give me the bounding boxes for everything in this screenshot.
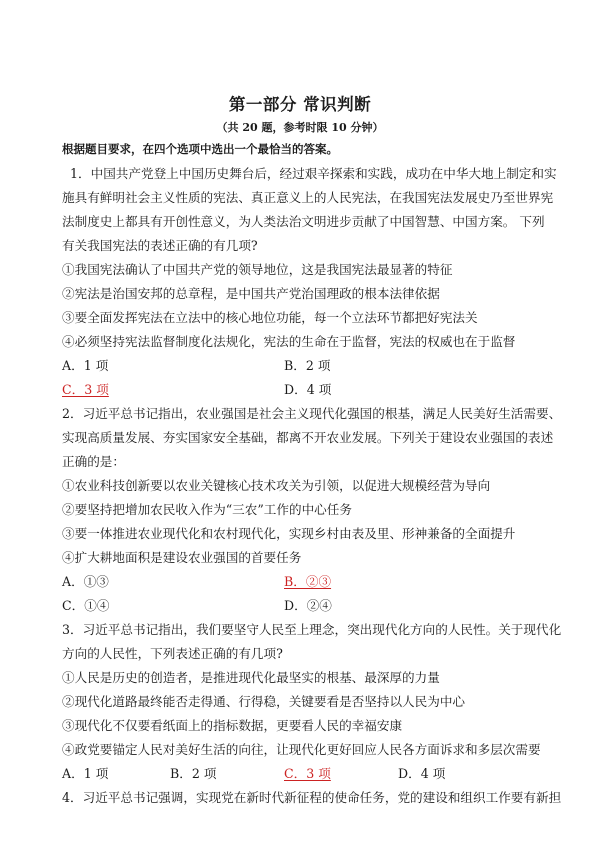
question-1-line-2: 施具有鲜明社会主义性质的宪法、真正意义上的人民宪法，在我国宪法发展史乃至世界宪 [62,190,554,205]
question-2-statement-2: ②要坚持把增加农民收入作为“三农”工作的中心任务 [62,502,352,517]
question-3-line-1: 3．习近平总书记指出，我们要坚守人民至上理念，突出现代化方向的人民性。关于现代化 [62,622,562,637]
question-2-line-3: 正确的是： [62,454,125,469]
question-3-statement-2: ②现代化道路最终能否走得通、行得稳，关键要看是否坚持以人民为中心 [62,694,465,709]
question-1-option-b[interactable]: B．2 项 [284,358,331,373]
question-2-option-b-answer[interactable]: B．②③ [284,574,332,589]
question-2-option-c[interactable]: C．①④ [62,598,110,613]
question-3-option-a[interactable]: A．1 项 [62,766,109,781]
question-1-statement-4: ④必须坚持宪法监督制度化法规化，宪法的生命在于监督，宪法的权威也在于监督 [62,334,516,349]
question-2-statement-3: ③要一体推进农业现代化和农村现代化，实现乡村由表及里、形神兼备的全面提升 [62,526,516,541]
question-3-statement-3: ③现代化不仅要看纸面上的指标数据，更要看人民的幸福安康 [62,718,403,733]
section-title: 第一部分 常识判断 [228,95,372,114]
question-1-option-a[interactable]: A．1 项 [62,358,109,373]
question-1-statement-1: ①我国宪法确认了中国共产党的领导地位，这是我国宪法最显著的特征 [62,262,453,277]
question-1-line-3: 法制度史上都具有开创性意义，为人类法治文明进步贡献了中国智慧、中国方案。 下列 [62,214,545,229]
question-1-line-4: 有关我国宪法的表述正确的有几项? [62,238,258,253]
section-subtitle: （共 20 题，参考时限 10 分钟） [216,121,384,134]
question-2-option-a[interactable]: A．①③ [62,574,109,589]
question-3-option-d[interactable]: D．4 项 [398,766,446,781]
question-3-option-b[interactable]: B．2 项 [170,766,217,781]
question-3-statement-1: ①人民是历史的创造者，是推进现代化最坚实的根基、最深厚的力量 [62,670,440,685]
question-3-statement-4: ④政党要锚定人民对美好生活的向往，让现代化更好回应人民各方面诉求和多层次需要 [62,742,541,757]
question-3-line-2: 方向的人民性，下列表述正确的有几项? [62,646,283,661]
question-4-line-1: 4．习近平总书记强调，实现党在新时代新征程的使命任务，党的建设和组织工作要有新担 [62,790,562,805]
question-1-statement-3: ③要全面发挥宪法在立法中的核心地位功能，每一个立法环节都把好宪法关 [62,310,478,325]
question-3-option-c-answer[interactable]: C．3 项 [284,766,331,781]
question-2-option-d[interactable]: D．②④ [284,598,332,613]
instruction-text: 根据题目要求，在四个选项中选出一个最恰当的答案。 [62,142,338,156]
question-1-line-1: 1．中国共产党登上中国历史舞台后，经过艰辛探索和实践，成功在中华大地上制定和实 [70,166,557,181]
question-1-option-d[interactable]: D．4 项 [284,382,332,397]
question-2-statement-4: ④扩大耕地面积是建设农业强国的首要任务 [62,550,302,565]
question-2-line-2: 实现高质量发展、夯实国家安全基础，都离不开农业发展。下列关于建设农业强国的表述 [62,430,554,445]
question-2-statement-1: ①农业科技创新要以农业关键核心技术攻关为引领，以促进大规模经营为导向 [62,478,491,493]
question-1-option-c-answer[interactable]: C．3 项 [62,382,109,397]
question-1-statement-2: ②宪法是治国安邦的总章程，是中国共产党治国理政的根本法律依据 [62,286,440,301]
question-2-line-1: 2．习近平总书记指出，农业强国是社会主义现代化强国的根基，满足人民美好生活需要、 [62,406,562,421]
